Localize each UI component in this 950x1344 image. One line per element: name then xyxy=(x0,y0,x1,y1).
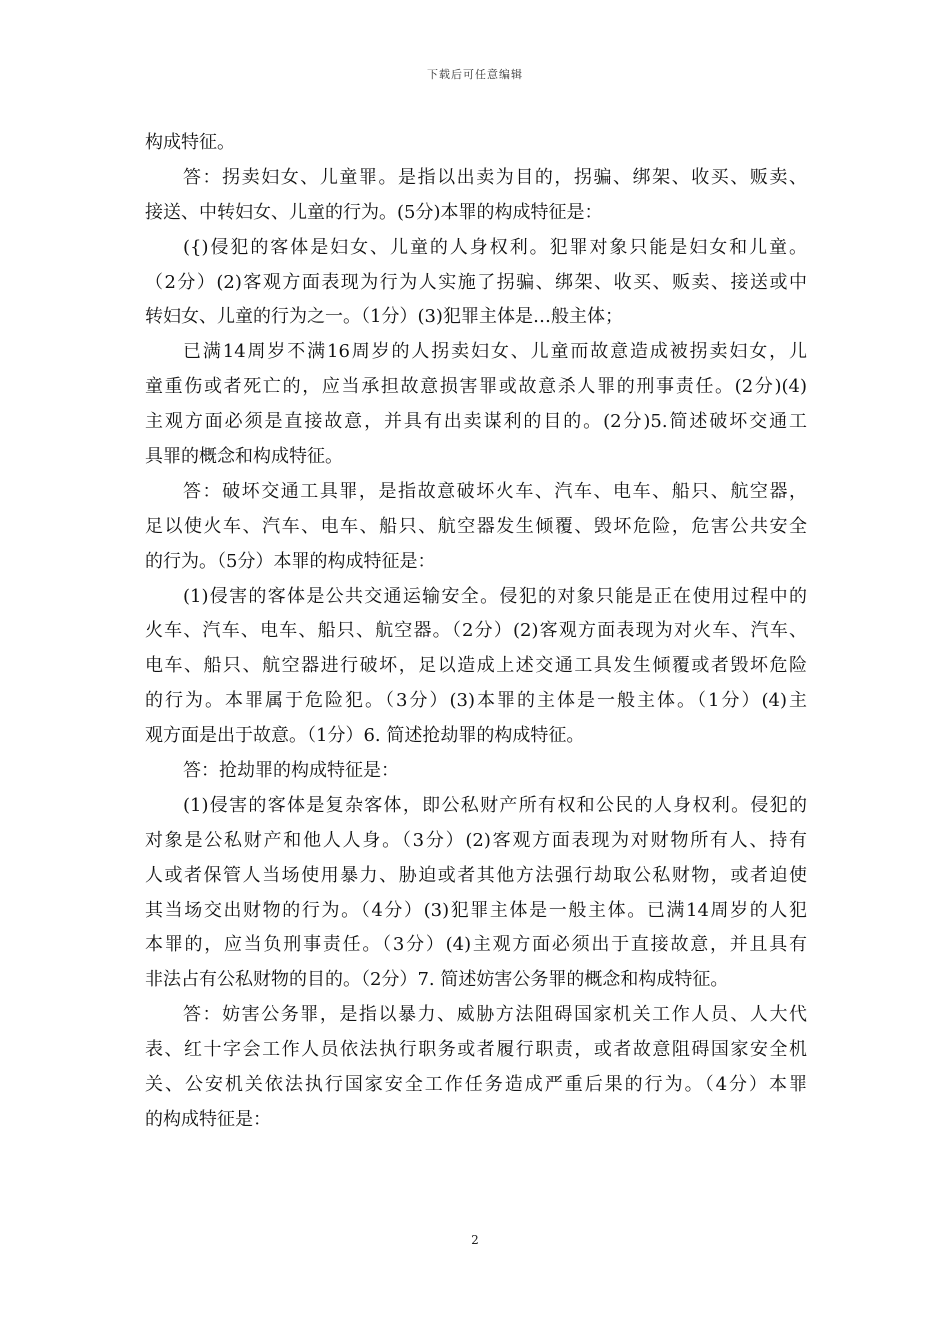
page-header-watermark: 下载后可任意编辑 xyxy=(427,68,523,81)
text-line: 接送、中转妇女、儿童的行为。(5分)本罪的构成特征是： xyxy=(145,201,603,223)
text-line: 的行为。本罪属于危险犯。（3分）(3)本罪的主体是一般主体。（1分）(4)主 xyxy=(145,690,807,712)
text-line: 答：破坏交通工具罪，是指故意破坏火车、汽车、电车、船只、航空器， xyxy=(183,480,807,502)
page-number: 2 xyxy=(471,1233,479,1247)
text-line: 对象是公私财产和他人人身。（3分）(2)客观方面表现为对财物所有人、持有 xyxy=(145,829,807,851)
text-line: 非法占有公私财物的目的。（2分）7. 简述妨害公务罪的概念和构成特征。 xyxy=(145,969,729,991)
text-line: 电车、船只、航空器进行破坏，足以造成上述交通工具发生倾覆或者毁坏危险 xyxy=(145,655,807,677)
text-line: 人或者保管人当场使用暴力、胁迫或者其他方法强行劫取公私财物，或者迫使 xyxy=(145,864,807,886)
text-line: 火车、汽车、电车、船只、航空器。（2分）(2)客观方面表现为对火车、汽车、 xyxy=(145,620,807,642)
document-body xyxy=(145,126,807,1138)
text-line: 观方面是出于故意。（1分）6. 简述抢劫罪的构成特征。 xyxy=(145,725,585,747)
text-line: 主观方面必须是直接故意，并具有出卖谋利的目的。(2分)5.简述破坏交通工 xyxy=(145,411,807,433)
text-line: 童重伤或者死亡的，应当承担故意损害罪或故意杀人罪的刑事责任。(2分)(4) xyxy=(145,376,807,398)
text-line: (1)侵害的客体是公共交通运输安全。侵犯的对象只能是正在使用过程中的 xyxy=(183,585,807,607)
text-line: ({)侵犯的客体是妇女、儿童的人身权利。犯罪对象只能是妇女和儿童。 xyxy=(183,236,807,258)
text-line: 的行为。（5分）本罪的构成特征是： xyxy=(145,550,436,572)
text-line: 已满14周岁不满16周岁的人拐卖妇女、儿童而故意造成被拐卖妇女，儿 xyxy=(183,341,807,363)
text-line: （2分）(2)客观方面表现为行为人实施了拐骗、绑架、收买、贩卖、接送或中 xyxy=(145,271,807,293)
text-line: 本罪的，应当负刑事责任。（3分）(4)主观方面必须出于直接故意，并且具有 xyxy=(145,934,807,956)
text-line: 关、公安机关依法执行国家安全工作任务造成严重后果的行为。（4分）本罪 xyxy=(145,1074,807,1096)
text-line: (1)侵害的客体是复杂客体，即公私财产所有权和公民的人身权利。侵犯的 xyxy=(183,794,807,816)
text-line: 答：抢劫罪的构成特征是： xyxy=(183,760,399,782)
text-line: 表、红十字会工作人员依法执行职务或者履行职责，或者故意阻碍国家安全机 xyxy=(145,1039,807,1061)
text-line: 的构成特征是： xyxy=(145,1108,271,1130)
text-line: 转妇女、儿童的行为之一。（1分）(3)犯罪主体是…般主体； xyxy=(145,306,623,328)
text-line: 构成特征。 xyxy=(145,132,235,153)
text-line: 答：妨害公务罪，是指以暴力、威胁方法阻碍国家机关工作人员、人大代 xyxy=(183,1004,807,1026)
text-line: 具罪的概念和构成特征。 xyxy=(145,446,343,468)
text-line: 答：拐卖妇女、儿童罪。是指以出卖为目的，拐骗、绑架、收买、贩卖、 xyxy=(183,166,807,188)
text-line: 其当场交出财物的行为。（4分）(3)犯罪主体是一般主体。已满14周岁的人犯 xyxy=(145,899,807,921)
text-line: 足以使火车、汽车、电车、船只、航空器发生倾覆、毁坏危险，危害公共安全 xyxy=(145,515,807,537)
